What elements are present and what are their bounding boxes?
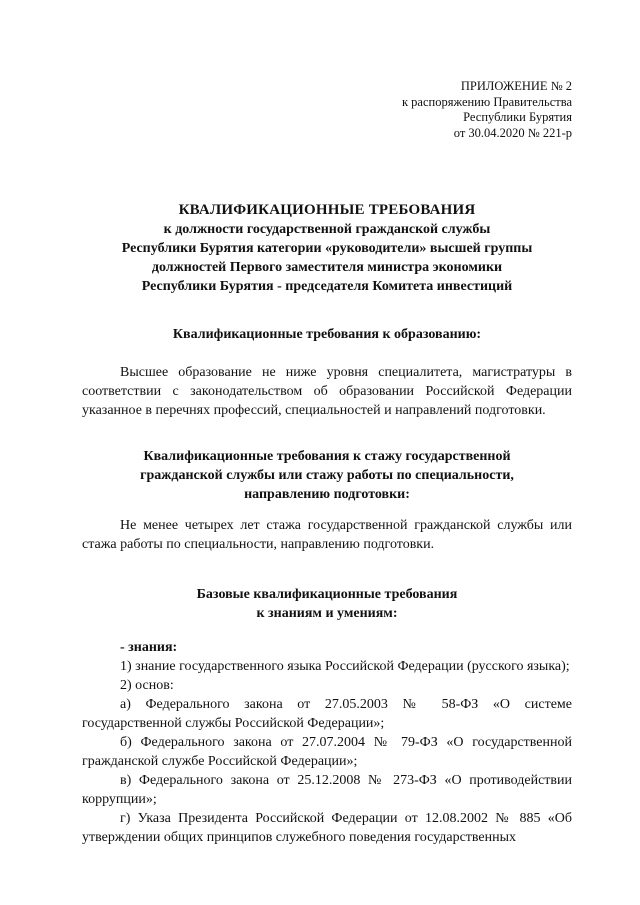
title-main: КВАЛИФИКАЦИОННЫЕ ТРЕБОВАНИЯ	[178, 202, 476, 218]
appendix-date-line: от 30.04.2020 № 221-р	[453, 125, 572, 140]
experience-paragraph	[82, 516, 572, 554]
experience-heading	[82, 447, 572, 504]
knowledge-item: г) Указа Президента Российской Федерации от 12.08.2002 № 885 «Об утверждении общих принципов служебного поведения государственных	[82, 811, 572, 845]
title-line: Республики Бурятия - председателя Комитета инвестиций	[141, 279, 513, 294]
basic-heading-line: Базовые квалификационные требования	[196, 587, 458, 602]
title-line: должностей Первого заместителя министра экономики	[151, 260, 503, 275]
education-text: Высшее образование не ниже уровня специалитета, магистратуры в соответствии с законодательством об образовании Российской Федерации указанное в перечнях профессий, специальностей и направлений подготовки.	[82, 365, 572, 418]
document-title	[82, 201, 572, 296]
knowledge-item: в) Федерального закона от 25.12.2008 № 273-ФЗ «О противодействии коррупции»;	[82, 773, 572, 807]
knowledge-item: 1) знание государственного языка Российской Федерации (русского языка);	[120, 659, 570, 674]
knowledge-list	[82, 638, 572, 847]
title-line: к должности государственной гражданской службы	[163, 222, 491, 237]
experience-heading-line: направлению подготовки:	[244, 487, 410, 502]
appendix-order-line: к распоряжению Правительства	[401, 94, 572, 109]
appendix-republic-line: Республики Бурятия	[463, 110, 572, 124]
basic-heading-line: к знаниям и умениям:	[256, 606, 398, 621]
knowledge-item: 2) основ:	[120, 678, 174, 693]
knowledge-label: - знания:	[120, 640, 178, 655]
appendix-number: ПРИЛОЖЕНИЕ № 2	[460, 79, 572, 93]
experience-heading-line: Квалификационные требования к стажу государственной	[143, 449, 511, 464]
knowledge-item: а) Федерального закона от 27.05.2003 № 58-ФЗ «О системе государственной службы Российской Федерации»;	[82, 697, 572, 731]
education-heading: Квалификационные требования к образованию:	[172, 327, 482, 342]
experience-heading-line: гражданской службы или стажу работы по специальности,	[140, 468, 514, 483]
title-line: Республики Бурятия категории «руководители» высшей группы	[121, 241, 533, 256]
knowledge-item: б) Федерального закона от 27.07.2004 № 79-ФЗ «О государственной гражданской службе Российской Федерации»;	[82, 735, 572, 769]
basic-requirements-heading	[82, 585, 572, 623]
experience-text: Не менее четырех лет стажа государственной гражданской службы или стажа работы по специальности, направлению подготовки.	[82, 518, 572, 552]
education-paragraph	[82, 363, 572, 420]
appendix-header	[402, 79, 572, 141]
